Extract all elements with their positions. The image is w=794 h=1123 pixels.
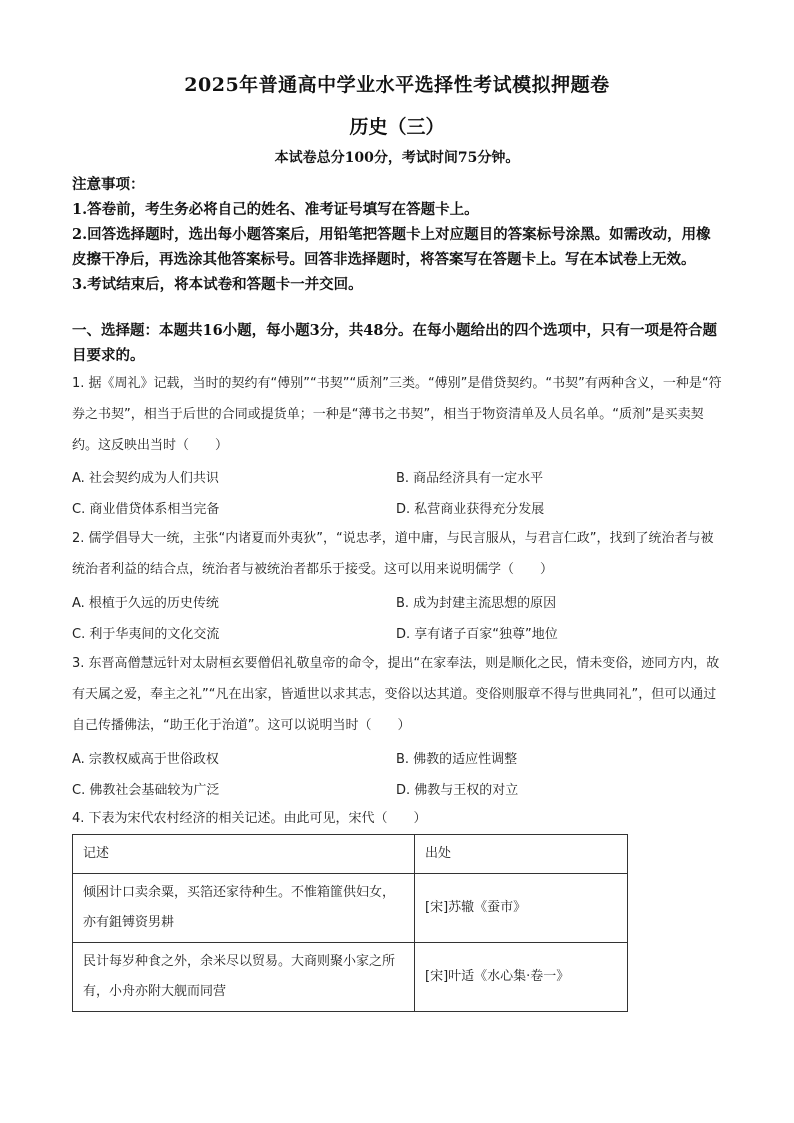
option-c[interactable]: C. 商业借贷体系相当完备 — [72, 502, 220, 517]
option-d[interactable]: D. 佛教与王权的对立 — [396, 783, 519, 798]
subject-title: 历史（三） — [349, 116, 445, 138]
option-a[interactable]: A. 根植于久远的历史传统 — [72, 596, 219, 611]
exam-info: 本试卷总分100分，考试时间75分钟。 — [274, 150, 520, 166]
question-4 — [72, 803, 722, 834]
table-row — [73, 943, 628, 1012]
option-a[interactable]: A. 宗教权威高于世俗政权 — [72, 752, 219, 767]
notes-item: 1.答卷前，考生务必将自己的姓名、准考证号填写在答题卡上。 — [72, 201, 479, 218]
table-cell-record: 倾困计口卖余粟，买箔还家待种生。不惟箱篚供妇女，亦有鉏镈资男耕 — [73, 874, 415, 943]
notes-heading: 注意事项： — [72, 176, 145, 193]
table-cell-source: [宋]叶适《水心集·卷一》 — [415, 943, 628, 1012]
option-b[interactable]: B. 成为封建主流思想的原因 — [396, 596, 557, 611]
table-cell-source: [宋]苏辙《蚕市》 — [415, 874, 628, 943]
table-row — [73, 874, 628, 943]
question-stem: 1. 据《周礼》记载，当时的契约有“傅别”“书契”“质剂”三类。“傅别”是借贷契约。“书契”有两种含义，一种是“符券之书契”，相当于后世的合同或提货单；一种是“薄书之书契”，相当于物资清单及人员名单。“质剂”是买卖契约。这反映出当时（ ） — [72, 376, 722, 453]
option-b[interactable]: B. 商品经济具有一定水平 — [396, 471, 544, 486]
records-table — [72, 834, 628, 1012]
option-b[interactable]: B. 佛教的适应性调整 — [396, 752, 518, 767]
option-c[interactable]: C. 佛教社会基础较为广泛 — [72, 783, 220, 798]
question-1 — [72, 368, 722, 461]
question-3 — [72, 648, 722, 741]
question-2 — [72, 523, 722, 585]
table-cell-record: 民计每岁种食之外，余米尽以贸易。大商则聚小家之所有，小舟亦附大舰而同营 — [73, 943, 415, 1012]
table-header-cell: 出处 — [415, 835, 628, 874]
section-heading: 一、选择题：本题共16小题，每小题3分，共48分。在每小题给出的四个选项中，只有一项是符合题目要求的。 — [72, 322, 717, 364]
table-header-row — [73, 835, 628, 874]
question-stem: 4. 下表为宋代农村经济的相关记述。由此可见，宋代（ ） — [72, 811, 427, 826]
option-a[interactable]: A. 社会契约成为人们共识 — [72, 471, 219, 486]
option-d[interactable]: D. 享有诸子百家“独尊”地位 — [396, 627, 558, 642]
notes-item: 3.考试结束后，将本试卷和答题卡一并交回。 — [72, 276, 363, 293]
question-stem: 2. 儒学倡导大一统，主张“内诸夏而外夷狄”，“说忠孝，道中庸，与民言服从，与君言仁政”，找到了统治者与被统治者利益的结合点，统治者与被统治者都乐于接受。这可以用来说明儒学（ ） — [72, 531, 714, 577]
table-header-cell: 记述 — [73, 835, 415, 874]
notes-item: 2.回答选择题时，选出每小题答案后，用铅笔把答题卡上对应题目的答案标号涂黑。如需改动，用橡皮擦干净后，再选涂其他答案标号。回答非选择题时，将答案写在答题卡上。写在本试卷上无效。 — [72, 226, 711, 268]
exam-title: 2025年普通高中学业水平选择性考试模拟押题卷 — [184, 74, 610, 96]
option-c[interactable]: C. 利于华夷间的文化交流 — [72, 627, 220, 642]
option-d[interactable]: D. 私营商业获得充分发展 — [396, 502, 545, 517]
notes-block — [72, 172, 722, 297]
question-stem: 3. 东晋高僧慧远针对太尉桓玄要僧侣礼敬皇帝的命令，提出“在家奉法，则是顺化之民，情未变俗，迹同方内，故有天属之爱，奉主之礼”“凡在出家，皆遁世以求其志，变俗以达其道。变俗则服章不得与世典同礼”，但可以通过自己传播佛法，“助王化于治道”。这可以说明当时（ ） — [72, 656, 720, 733]
